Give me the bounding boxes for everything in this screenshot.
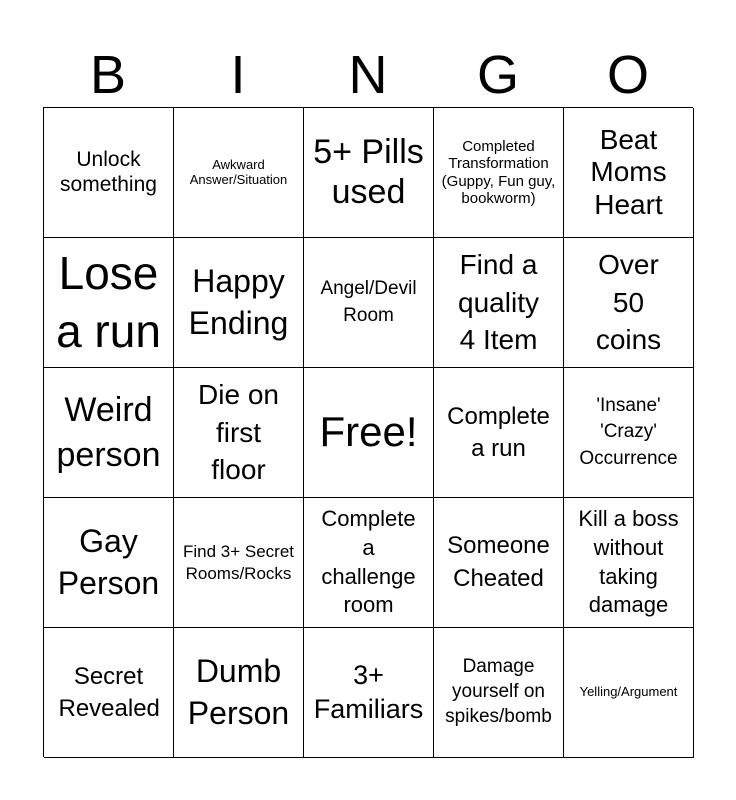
cell-text: Complete a run: [447, 403, 550, 462]
bingo-cell[interactable]: [564, 628, 694, 758]
cell-text: Over 50 coins: [595, 248, 662, 356]
cell-text: Angel/Devil Room: [320, 277, 417, 326]
bingo-cell[interactable]: [174, 108, 304, 238]
cell-text: Gay Person: [57, 522, 160, 601]
bingo-cell[interactable]: [174, 368, 304, 498]
header-letter-n: N: [348, 45, 388, 105]
cell-text: Damage yourself on spikes/bomb: [445, 656, 552, 727]
cell-text: Happy Ending: [188, 262, 289, 341]
cell-text: Die on first floor: [198, 378, 279, 486]
cell-text: Find 3+ Secret Rooms/Rocks: [182, 542, 295, 583]
cell-text: Weird person: [56, 391, 161, 474]
bingo-header: [43, 44, 693, 106]
bingo-cell[interactable]: [174, 238, 304, 368]
cell-text: Completed Transformation (Guppy, Fun guy, bookworm): [441, 138, 556, 207]
bingo-cell[interactable]: [434, 238, 564, 368]
bingo-cell[interactable]: [304, 108, 434, 238]
cell-text: Yelling/Argument: [579, 684, 678, 700]
cell-text: Lose a run: [56, 247, 161, 357]
bingo-cell[interactable]: [434, 498, 564, 628]
cell-text: Beat Moms Heart: [590, 124, 667, 220]
bingo-cell[interactable]: [564, 238, 694, 368]
cell-text: Someone Cheated: [447, 532, 550, 592]
cell-text: 5+ Pills used: [313, 133, 424, 211]
header-letter-i: I: [230, 45, 246, 105]
bingo-cell[interactable]: [44, 108, 174, 238]
bingo-cell[interactable]: [304, 238, 434, 368]
bingo-cell[interactable]: [564, 498, 694, 628]
header-letter-o: O: [606, 45, 649, 105]
bingo-cell[interactable]: [434, 368, 564, 498]
cell-text: 'Insane' 'Crazy' Occurrence: [579, 394, 678, 469]
bingo-cell[interactable]: [304, 628, 434, 758]
bingo-cell[interactable]: [434, 108, 564, 238]
bingo-cell[interactable]: [304, 368, 434, 498]
bingo-cell[interactable]: [44, 628, 174, 758]
bingo-cell[interactable]: [174, 628, 304, 758]
bingo-cell[interactable]: [174, 498, 304, 628]
cell-text: Complete a challenge room: [321, 506, 416, 618]
bingo-cell[interactable]: [564, 108, 694, 238]
bingo-cell[interactable]: [44, 238, 174, 368]
bingo-cell[interactable]: [564, 368, 694, 498]
bingo-card-grid: [43, 107, 693, 757]
header-letter-g: G: [476, 45, 519, 105]
cell-text: Kill a boss without taking damage: [578, 506, 679, 618]
cell-text: Dumb Person: [187, 652, 290, 731]
bingo-cell[interactable]: [304, 498, 434, 628]
header-letter-b: B: [89, 45, 127, 105]
bingo-cell[interactable]: [44, 368, 174, 498]
cell-text: 3+ Familiars: [313, 659, 424, 724]
cell-text: Secret Revealed: [58, 663, 160, 722]
bingo-cell[interactable]: [44, 498, 174, 628]
cell-text: Free!: [319, 408, 418, 456]
cell-text: Awkward Answer/Situation: [189, 156, 288, 187]
bingo-cell[interactable]: [434, 628, 564, 758]
cell-text: Unlock something: [60, 148, 157, 196]
cell-text: Find a quality 4 Item: [458, 248, 539, 356]
